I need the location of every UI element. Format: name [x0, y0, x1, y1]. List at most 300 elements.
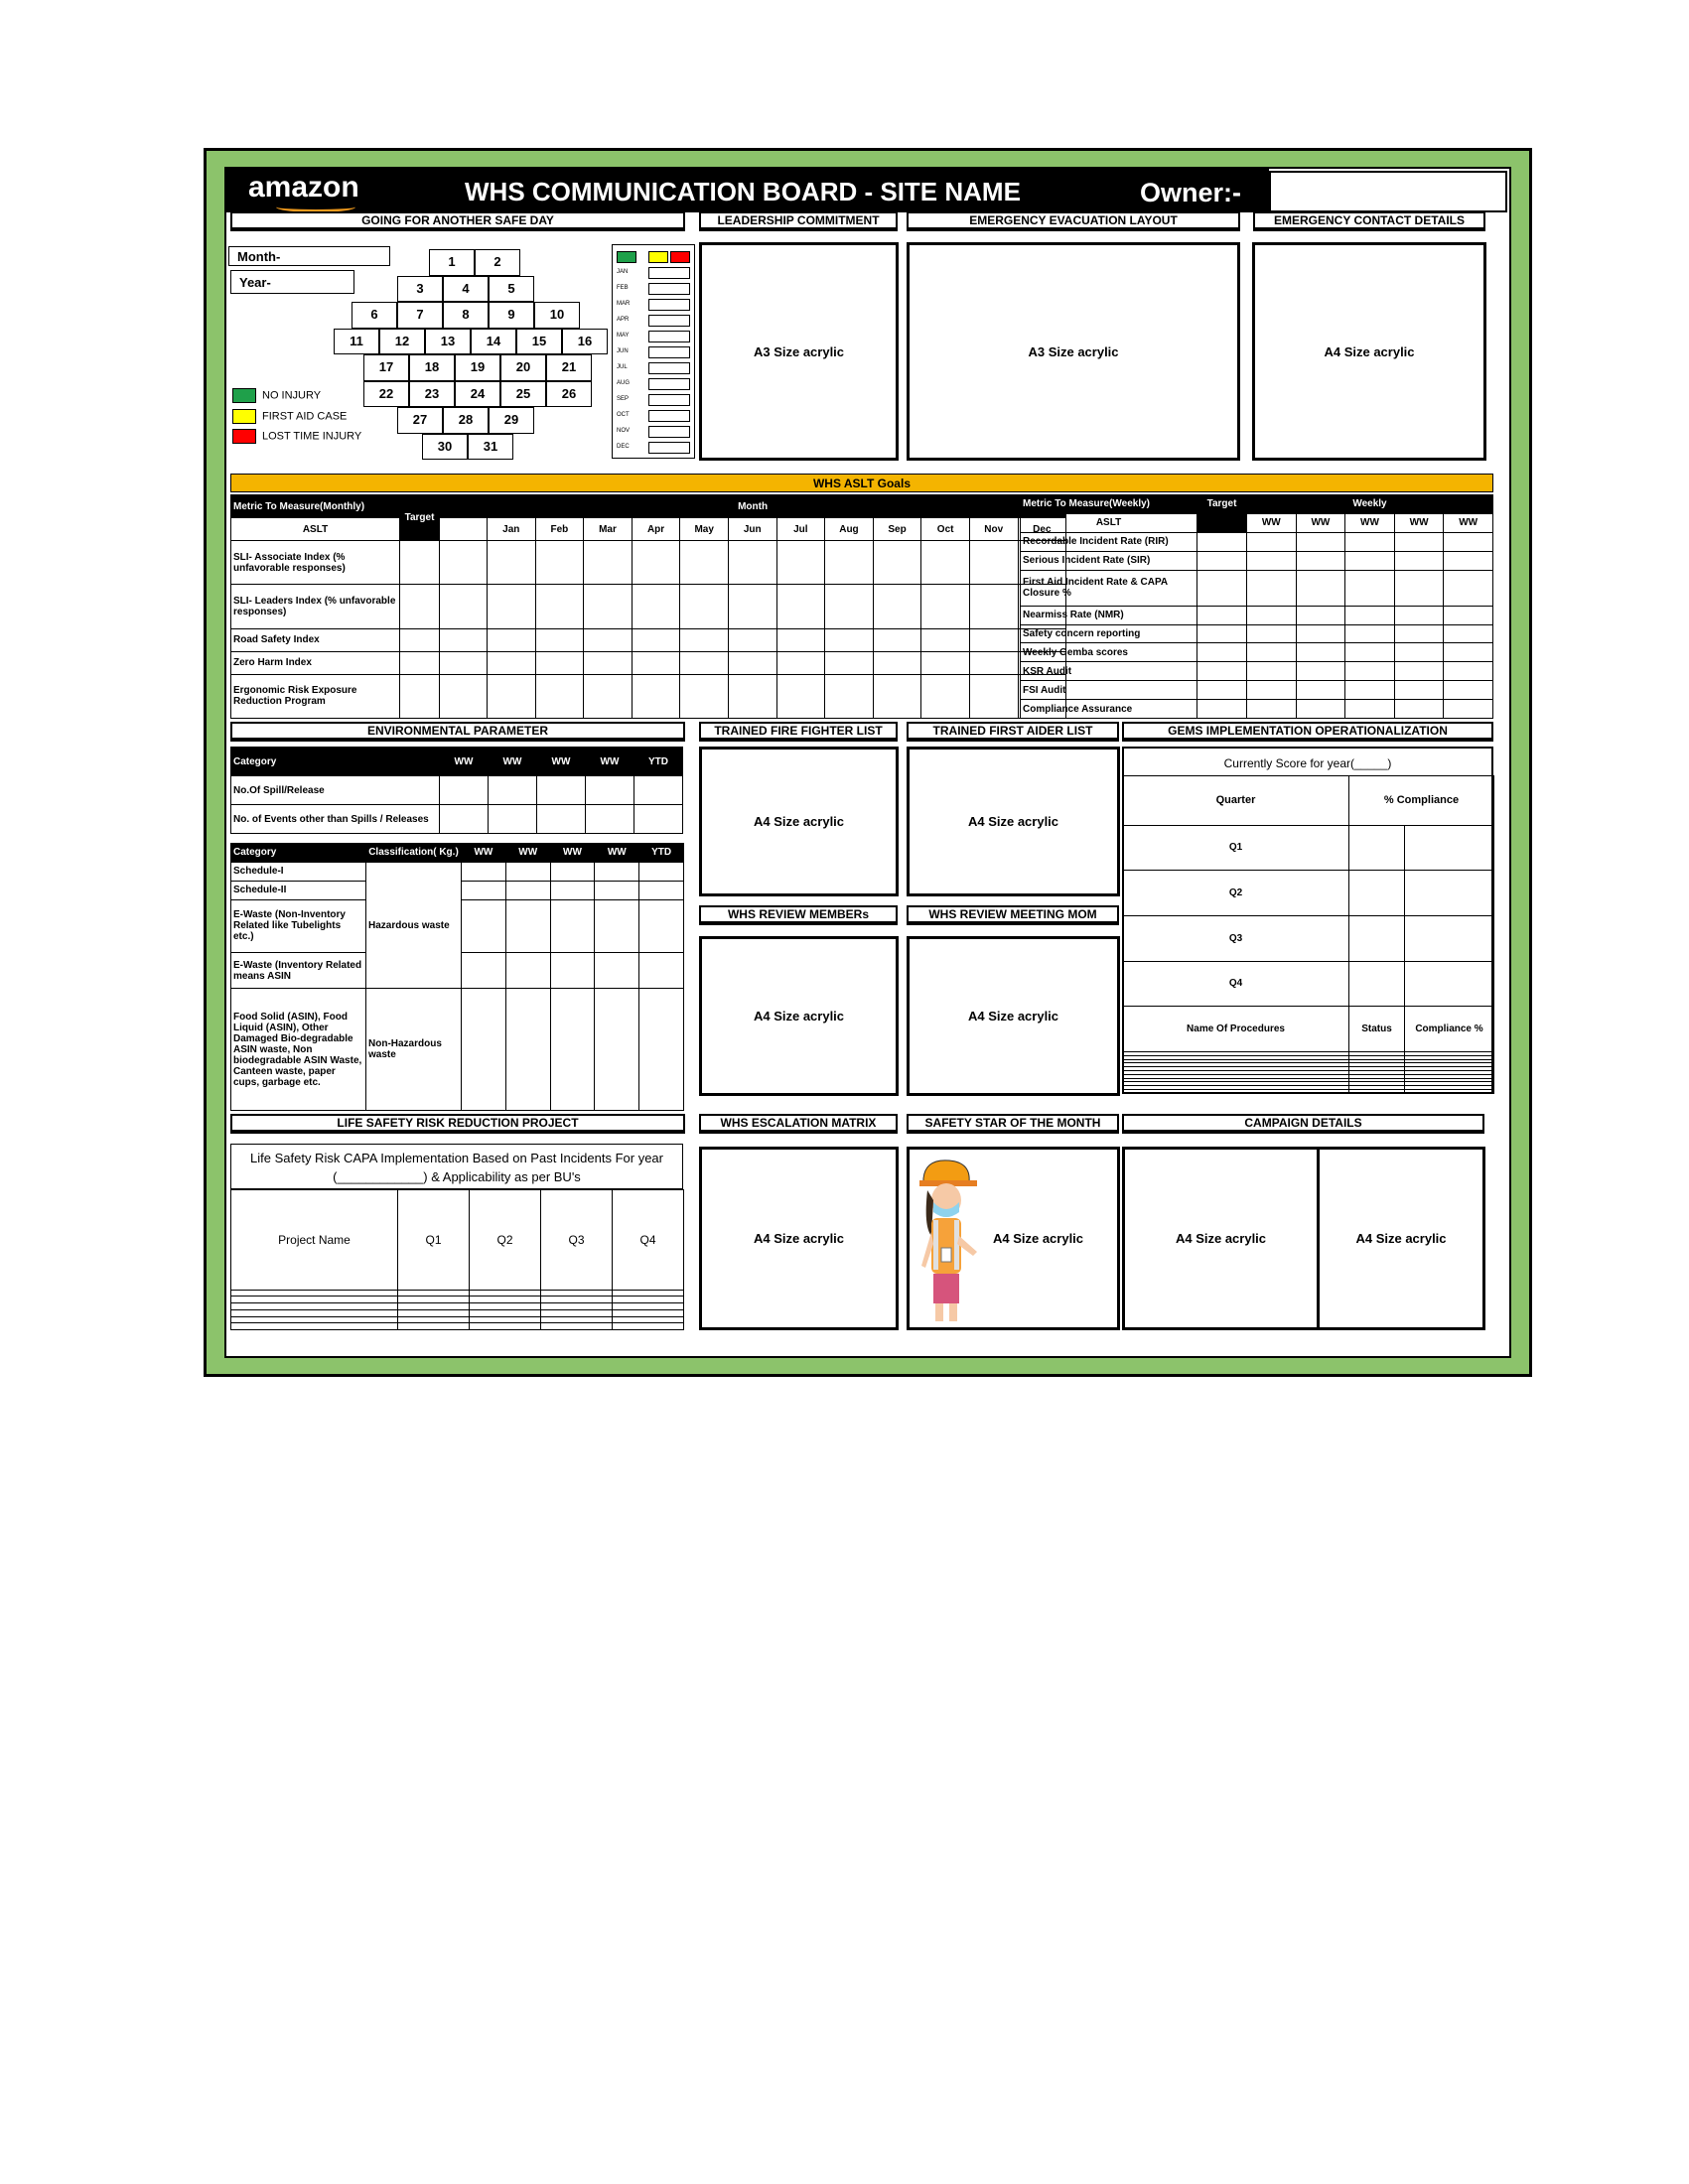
- life-cell[interactable]: [231, 1303, 398, 1310]
- monthly-value-cell[interactable]: [921, 541, 970, 585]
- env-value-cell[interactable]: [537, 776, 586, 805]
- life-row: [231, 1303, 684, 1310]
- weekly-value-cell[interactable]: [1394, 662, 1444, 681]
- env-waste-cell[interactable]: [505, 899, 550, 952]
- month-tracker-cell[interactable]: [648, 315, 690, 327]
- calendar-day[interactable]: 9: [489, 302, 534, 329]
- env-waste-cell[interactable]: [462, 899, 506, 952]
- weekly-value-cell[interactable]: [1197, 643, 1247, 662]
- calendar-day[interactable]: 2: [475, 249, 520, 276]
- monthly-value-cell[interactable]: [680, 628, 729, 651]
- life-project: Project Name: [231, 1190, 398, 1291]
- gems-procedures: Name Of Procedures: [1123, 1007, 1349, 1052]
- life-cell[interactable]: [470, 1316, 541, 1323]
- env-waste-cell[interactable]: [462, 989, 506, 1111]
- life-cell[interactable]: [613, 1297, 684, 1303]
- weekly-value-cell[interactable]: [1394, 643, 1444, 662]
- monthly-value-cell[interactable]: [535, 585, 584, 628]
- monthly-value-cell[interactable]: [632, 651, 680, 674]
- monthly-value-cell[interactable]: [535, 674, 584, 718]
- campaign-panel-1: A4 Size acrylic: [1122, 1147, 1320, 1330]
- monthly-value-cell[interactable]: [680, 651, 729, 674]
- month-tracker-cell[interactable]: [648, 267, 690, 279]
- env-waste-cell[interactable]: [639, 862, 684, 881]
- weekly-value-cell[interactable]: [1247, 532, 1297, 551]
- env-waste-item: Schedule-I: [231, 862, 366, 881]
- monthly-value-cell[interactable]: [825, 585, 874, 628]
- monthly-value-cell[interactable]: [776, 674, 825, 718]
- weekly-value-cell[interactable]: [1197, 570, 1247, 606]
- weekly-value-cell[interactable]: [1444, 551, 1493, 570]
- gems-cell[interactable]: [1349, 1090, 1405, 1094]
- weekly-value-cell[interactable]: [1197, 681, 1247, 700]
- env-waste-cell[interactable]: [505, 862, 550, 881]
- month-tracker-cell[interactable]: [648, 299, 690, 311]
- env-value-cell[interactable]: [440, 776, 489, 805]
- monthly-value-cell[interactable]: [969, 651, 1018, 674]
- env-waste-cell[interactable]: [505, 881, 550, 899]
- monthly-value-cell[interactable]: [535, 628, 584, 651]
- env-waste-cell[interactable]: [550, 881, 595, 899]
- monthly-value-cell[interactable]: [680, 585, 729, 628]
- env-waste-cell[interactable]: [639, 899, 684, 952]
- gems-header: GEMS IMPLEMENTATION OPERATIONALIZATION: [1122, 722, 1493, 742]
- gems-cell[interactable]: [1349, 961, 1405, 1007]
- monthly-value-cell[interactable]: [535, 651, 584, 674]
- env-row: [231, 805, 683, 834]
- monthly-value-cell[interactable]: [488, 628, 536, 651]
- weekly-ww: WW: [1247, 513, 1297, 532]
- calendar-day[interactable]: 8: [443, 302, 489, 329]
- contacts-header: EMERGENCY CONTACT DETAILS: [1253, 211, 1485, 231]
- monthly-value-cell[interactable]: [488, 585, 536, 628]
- legend-lost-time: [232, 429, 361, 444]
- env-waste-cell[interactable]: [462, 862, 506, 881]
- monthly-value-cell[interactable]: [680, 674, 729, 718]
- weekly-ww: WW: [1444, 513, 1493, 532]
- env-ww: WW: [595, 844, 639, 863]
- life-cell[interactable]: [541, 1323, 613, 1330]
- monthly-value-cell[interactable]: [440, 628, 488, 651]
- calendar-day[interactable]: 17: [363, 354, 409, 381]
- monthly-value-cell[interactable]: [680, 541, 729, 585]
- life-cell[interactable]: [613, 1303, 684, 1310]
- gems-cell[interactable]: [1405, 871, 1494, 916]
- weekly-value-cell[interactable]: [1444, 700, 1493, 719]
- weekly-value-cell[interactable]: [1296, 700, 1345, 719]
- weekly-metrics-table: [1020, 494, 1493, 719]
- life-cell[interactable]: [470, 1303, 541, 1310]
- monthly-value-cell[interactable]: [584, 651, 633, 674]
- life-cell[interactable]: [541, 1316, 613, 1323]
- monthly-value-cell[interactable]: [632, 585, 680, 628]
- env-waste-cell[interactable]: [595, 899, 639, 952]
- weekly-value-cell[interactable]: [1345, 681, 1395, 700]
- env-ww: WW: [586, 748, 634, 776]
- month-tracker-cell[interactable]: [648, 426, 690, 438]
- weekly-value-cell[interactable]: [1296, 532, 1345, 551]
- life-cell[interactable]: [470, 1290, 541, 1297]
- monthly-row: [231, 585, 1066, 628]
- monthly-row: [231, 651, 1066, 674]
- life-cell[interactable]: [231, 1323, 398, 1330]
- life-cell[interactable]: [613, 1323, 684, 1330]
- monthly-value-cell[interactable]: [825, 628, 874, 651]
- env-waste-cell[interactable]: [639, 989, 684, 1111]
- evacuation-panel: A3 Size acrylic: [907, 242, 1240, 461]
- life-row: [231, 1323, 684, 1330]
- env-value-cell[interactable]: [489, 805, 537, 834]
- gems-cell[interactable]: [1405, 961, 1494, 1007]
- monthly-value-cell[interactable]: [921, 674, 970, 718]
- gems-cell[interactable]: [1349, 915, 1405, 961]
- env-waste-cell[interactable]: [550, 989, 595, 1111]
- monthly-value-cell[interactable]: [440, 651, 488, 674]
- monthly-value-cell[interactable]: [776, 585, 825, 628]
- weekly-value-cell[interactable]: [1345, 551, 1395, 570]
- monthly-value-cell[interactable]: [776, 651, 825, 674]
- monthly-value-cell[interactable]: [488, 651, 536, 674]
- weekly-value-cell[interactable]: [1247, 606, 1297, 624]
- monthly-value-cell[interactable]: [873, 674, 921, 718]
- calendar-day[interactable]: 24: [455, 381, 500, 408]
- monthly-value-cell[interactable]: [728, 651, 776, 674]
- monthly-value-cell[interactable]: [584, 628, 633, 651]
- weekly-value-cell[interactable]: [1394, 624, 1444, 643]
- monthly-value-cell[interactable]: [584, 585, 633, 628]
- env-value-cell[interactable]: [489, 776, 537, 805]
- monthly-blank: [440, 518, 488, 541]
- gems-score: Currently Score for year(_____): [1223, 756, 1392, 770]
- weekly-value-cell[interactable]: [1296, 662, 1345, 681]
- gems-cell[interactable]: [1349, 825, 1405, 871]
- monthly-value-cell[interactable]: [728, 628, 776, 651]
- weekly-value-cell[interactable]: [1296, 624, 1345, 643]
- weekly-title: Metric To Measure(Weekly): [1021, 495, 1197, 514]
- life-cell[interactable]: [541, 1309, 613, 1316]
- weekly-value-cell[interactable]: [1345, 624, 1395, 643]
- monthly-value-cell[interactable]: [728, 585, 776, 628]
- weekly-value-cell[interactable]: [1394, 570, 1444, 606]
- weekly-value-cell[interactable]: [1345, 662, 1395, 681]
- weekly-metric: First Aid Incident Rate & CAPA Closure %: [1021, 570, 1197, 606]
- weekly-value-cell[interactable]: [1444, 662, 1493, 681]
- weekly-value-cell[interactable]: [1197, 662, 1247, 681]
- gems-cell[interactable]: [1349, 871, 1405, 916]
- env-waste-cell[interactable]: [595, 881, 639, 899]
- monthly-value-cell[interactable]: [728, 674, 776, 718]
- life-cell[interactable]: [541, 1297, 613, 1303]
- calendar-day[interactable]: 21: [546, 354, 592, 381]
- calendar-day[interactable]: 27: [397, 407, 443, 434]
- env-waste-cell[interactable]: [505, 989, 550, 1111]
- weekly-value-cell[interactable]: [1296, 551, 1345, 570]
- life-cell[interactable]: [613, 1290, 684, 1297]
- monthly-value-cell[interactable]: [825, 651, 874, 674]
- monthly-value-cell[interactable]: [400, 651, 440, 674]
- weekly-value-cell[interactable]: [1296, 681, 1345, 700]
- calendar-day[interactable]: 6: [352, 302, 397, 329]
- calendar-day[interactable]: 12: [379, 329, 425, 355]
- weekly-row: [1021, 643, 1493, 662]
- monthly-value-cell[interactable]: [921, 628, 970, 651]
- calendar-day[interactable]: 10: [534, 302, 580, 329]
- monthly-value-cell[interactable]: [440, 585, 488, 628]
- env-waste-cell[interactable]: [505, 953, 550, 989]
- weekly-metric: FSI Audit: [1021, 681, 1197, 700]
- life-cell[interactable]: [398, 1323, 470, 1330]
- calendar-day[interactable]: 28: [443, 407, 489, 434]
- star-header: SAFETY STAR OF THE MONTH: [907, 1114, 1119, 1134]
- monthly-col-5: Jun: [728, 518, 776, 541]
- weekly-metric: Safety concern reporting: [1021, 624, 1197, 643]
- env-value-cell[interactable]: [634, 776, 683, 805]
- weekly-value-cell[interactable]: [1247, 700, 1297, 719]
- weekly-value-cell[interactable]: [1247, 624, 1297, 643]
- monthly-value-cell[interactable]: [873, 628, 921, 651]
- monthly-value-cell[interactable]: [825, 541, 874, 585]
- weekly-value-cell[interactable]: [1296, 643, 1345, 662]
- weekly-value-cell[interactable]: [1247, 662, 1297, 681]
- calendar-day[interactable]: 4: [443, 276, 489, 303]
- life-cell[interactable]: [231, 1316, 398, 1323]
- monthly-col-4: May: [680, 518, 729, 541]
- weekly-value-cell[interactable]: [1247, 551, 1297, 570]
- env-waste-cell[interactable]: [639, 953, 684, 989]
- monthly-value-cell[interactable]: [969, 541, 1018, 585]
- monthly-value-cell[interactable]: [400, 628, 440, 651]
- gems-cell[interactable]: [1405, 915, 1494, 961]
- weekly-value-cell[interactable]: [1197, 624, 1247, 643]
- month-tracker-label: APR: [617, 317, 630, 323]
- gems-quarter-label: Q2: [1123, 871, 1349, 916]
- gems-cell[interactable]: [1405, 825, 1494, 871]
- monthly-value-cell[interactable]: [584, 541, 633, 585]
- month-tracker-cell[interactable]: [648, 331, 690, 342]
- life-row: [231, 1316, 684, 1323]
- env-waste-row: [231, 862, 684, 881]
- weekly-value-cell[interactable]: [1345, 570, 1395, 606]
- monthly-value-cell[interactable]: [825, 674, 874, 718]
- env-value-cell[interactable]: [634, 805, 683, 834]
- life-cell[interactable]: [398, 1316, 470, 1323]
- month-tracker-cell[interactable]: [648, 362, 690, 374]
- weekly-label: Weekly: [1247, 495, 1493, 514]
- monthly-value-cell[interactable]: [632, 674, 680, 718]
- env-value-cell[interactable]: [440, 805, 489, 834]
- life-cell[interactable]: [231, 1309, 398, 1316]
- weekly-value-cell[interactable]: [1197, 532, 1247, 551]
- weekly-value-cell[interactable]: [1345, 606, 1395, 624]
- monthly-value-cell[interactable]: [921, 651, 970, 674]
- calendar-day[interactable]: 11: [334, 329, 379, 355]
- gems-cell[interactable]: [1123, 1090, 1349, 1094]
- calendar-day[interactable]: 16: [562, 329, 608, 355]
- yellow-header-icon: [648, 251, 668, 263]
- month-tracker-cell[interactable]: [648, 394, 690, 406]
- calendar-day[interactable]: 26: [546, 381, 592, 408]
- weekly-value-cell[interactable]: [1394, 551, 1444, 570]
- weekly-value-cell[interactable]: [1345, 643, 1395, 662]
- monthly-value-cell[interactable]: [873, 651, 921, 674]
- weekly-value-cell[interactable]: [1394, 681, 1444, 700]
- first-aid-header: TRAINED FIRST AIDER LIST: [907, 722, 1119, 742]
- env-value-cell[interactable]: [586, 805, 634, 834]
- month-tracker-cell[interactable]: [648, 378, 690, 390]
- weekly-value-cell[interactable]: [1444, 681, 1493, 700]
- monthly-value-cell[interactable]: [728, 541, 776, 585]
- calendar-day[interactable]: 19: [455, 354, 500, 381]
- monthly-value-cell[interactable]: [535, 541, 584, 585]
- env-row: [231, 776, 683, 805]
- weekly-value-cell[interactable]: [1444, 570, 1493, 606]
- monthly-value-cell[interactable]: [584, 674, 633, 718]
- env-value-cell[interactable]: [537, 805, 586, 834]
- life-cell[interactable]: [541, 1303, 613, 1310]
- life-cell[interactable]: [231, 1297, 398, 1303]
- weekly-value-cell[interactable]: [1247, 643, 1297, 662]
- weekly-value-cell[interactable]: [1444, 606, 1493, 624]
- monthly-value-cell[interactable]: [776, 628, 825, 651]
- weekly-metric: Weekly Gemba scores: [1021, 643, 1197, 662]
- monthly-value-cell[interactable]: [440, 541, 488, 585]
- monthly-value-cell[interactable]: [969, 585, 1018, 628]
- monthly-value-cell[interactable]: [440, 674, 488, 718]
- life-cell[interactable]: [470, 1297, 541, 1303]
- env-waste-cell[interactable]: [550, 953, 595, 989]
- monthly-value-cell[interactable]: [400, 585, 440, 628]
- life-cell[interactable]: [231, 1290, 398, 1297]
- life-cell[interactable]: [398, 1297, 470, 1303]
- weekly-value-cell[interactable]: [1394, 532, 1444, 551]
- life-safety-text: Life Safety Risk CAPA Implementation Based on Past Incidents For year (____________) & Applicability as per BU's: [230, 1144, 683, 1189]
- calendar-day[interactable]: 29: [489, 407, 534, 434]
- monthly-value-cell[interactable]: [400, 674, 440, 718]
- monthly-value-cell[interactable]: [969, 674, 1018, 718]
- life-cell[interactable]: [398, 1309, 470, 1316]
- env-waste-cell[interactable]: [595, 989, 639, 1111]
- life-cell[interactable]: [613, 1309, 684, 1316]
- calendar-day[interactable]: 13: [425, 329, 471, 355]
- monthly-row: [231, 628, 1066, 651]
- calendar-day[interactable]: 25: [500, 381, 546, 408]
- leadership-header: LEADERSHIP COMMITMENT: [699, 211, 898, 231]
- env-waste-cell[interactable]: [462, 953, 506, 989]
- calendar-day[interactable]: 31: [468, 434, 513, 461]
- env-value-cell[interactable]: [586, 776, 634, 805]
- env-waste-cell[interactable]: [550, 862, 595, 881]
- monthly-value-cell[interactable]: [921, 585, 970, 628]
- weekly-value-cell[interactable]: [1394, 606, 1444, 624]
- calendar-day[interactable]: 22: [363, 381, 409, 408]
- life-cell[interactable]: [398, 1303, 470, 1310]
- hazardous-label: Hazardous waste: [366, 862, 462, 988]
- weekly-metric: KSR Audit: [1021, 662, 1197, 681]
- escalation-header: WHS ESCALATION MATRIX: [699, 1114, 898, 1134]
- legend-label: FIRST AID CASE: [262, 410, 348, 423]
- calendar-day[interactable]: 1: [429, 249, 475, 276]
- monthly-value-cell[interactable]: [873, 541, 921, 585]
- month-field[interactable]: Month-: [228, 246, 390, 266]
- env-item: No. of Events other than Spills / Releases: [231, 805, 440, 834]
- calendar-day[interactable]: 20: [500, 354, 546, 381]
- monthly-value-cell[interactable]: [632, 541, 680, 585]
- board-title: WHS COMMUNICATION BOARD - SITE NAME: [465, 177, 1021, 206]
- weekly-value-cell[interactable]: [1444, 532, 1493, 551]
- calendar-day[interactable]: 18: [409, 354, 455, 381]
- year-field[interactable]: Year-: [230, 270, 354, 294]
- owner-field[interactable]: [1269, 171, 1507, 212]
- weekly-value-cell[interactable]: [1444, 643, 1493, 662]
- weekly-value-cell[interactable]: [1296, 570, 1345, 606]
- env-ww: WW: [440, 748, 489, 776]
- env-classification: Classification( Kg.): [366, 844, 462, 863]
- calendar-day[interactable]: 5: [489, 276, 534, 303]
- weekly-value-cell[interactable]: [1247, 570, 1297, 606]
- monthly-value-cell[interactable]: [969, 628, 1018, 651]
- weekly-value-cell[interactable]: [1197, 551, 1247, 570]
- calendar-day[interactable]: 7: [397, 302, 443, 329]
- monthly-value-cell[interactable]: [873, 585, 921, 628]
- env-waste-cell[interactable]: [462, 881, 506, 899]
- calendar-day[interactable]: 30: [422, 434, 468, 461]
- weekly-value-cell[interactable]: [1247, 681, 1297, 700]
- month-tracker-cell[interactable]: [648, 442, 690, 454]
- owner-label: Owner:-: [1140, 178, 1242, 207]
- calendar-day[interactable]: 15: [516, 329, 562, 355]
- life-quarter: Q4: [613, 1190, 684, 1291]
- legend-no-injury: [232, 388, 321, 403]
- gems-cell[interactable]: [1405, 1090, 1494, 1094]
- month-tracker-cell[interactable]: [648, 410, 690, 422]
- month-tracker-cell[interactable]: [648, 283, 690, 295]
- life-cell[interactable]: [541, 1290, 613, 1297]
- weekly-value-cell[interactable]: [1394, 700, 1444, 719]
- life-cell[interactable]: [398, 1290, 470, 1297]
- calendar-day[interactable]: 14: [471, 329, 516, 355]
- life-cell[interactable]: [470, 1323, 541, 1330]
- weekly-value-cell[interactable]: [1444, 624, 1493, 643]
- weekly-value-cell[interactable]: [1197, 700, 1247, 719]
- monthly-value-cell[interactable]: [488, 541, 536, 585]
- green-header-icon: [617, 251, 636, 263]
- weekly-value-cell[interactable]: [1345, 532, 1395, 551]
- amazon-logo: amazon: [248, 171, 359, 204]
- env-waste-cell[interactable]: [595, 953, 639, 989]
- env-waste-cell[interactable]: [595, 862, 639, 881]
- env-waste-cell[interactable]: [550, 899, 595, 952]
- life-cell[interactable]: [613, 1316, 684, 1323]
- weekly-value-cell[interactable]: [1296, 606, 1345, 624]
- monthly-value-cell[interactable]: [400, 541, 440, 585]
- life-cell[interactable]: [470, 1309, 541, 1316]
- evacuation-header: EMERGENCY EVACUATION LAYOUT: [907, 211, 1240, 231]
- month-tracker-label: JUL: [617, 364, 628, 370]
- calendar-day[interactable]: 23: [409, 381, 455, 408]
- weekly-value-cell[interactable]: [1345, 700, 1395, 719]
- env-waste-item: E-Waste (Non-Inventory Related like Tubelights etc.): [231, 899, 366, 952]
- env-ww: WW: [537, 748, 586, 776]
- monthly-col-8: Sep: [873, 518, 921, 541]
- month-tracker-cell[interactable]: [648, 346, 690, 358]
- monthly-value-cell[interactable]: [632, 628, 680, 651]
- calendar-day[interactable]: 3: [397, 276, 443, 303]
- weekly-value-cell[interactable]: [1197, 606, 1247, 624]
- monthly-value-cell[interactable]: [488, 674, 536, 718]
- monthly-value-cell[interactable]: [776, 541, 825, 585]
- env-waste-cell[interactable]: [639, 881, 684, 899]
- review-members-panel: A4 Size acrylic: [699, 936, 899, 1096]
